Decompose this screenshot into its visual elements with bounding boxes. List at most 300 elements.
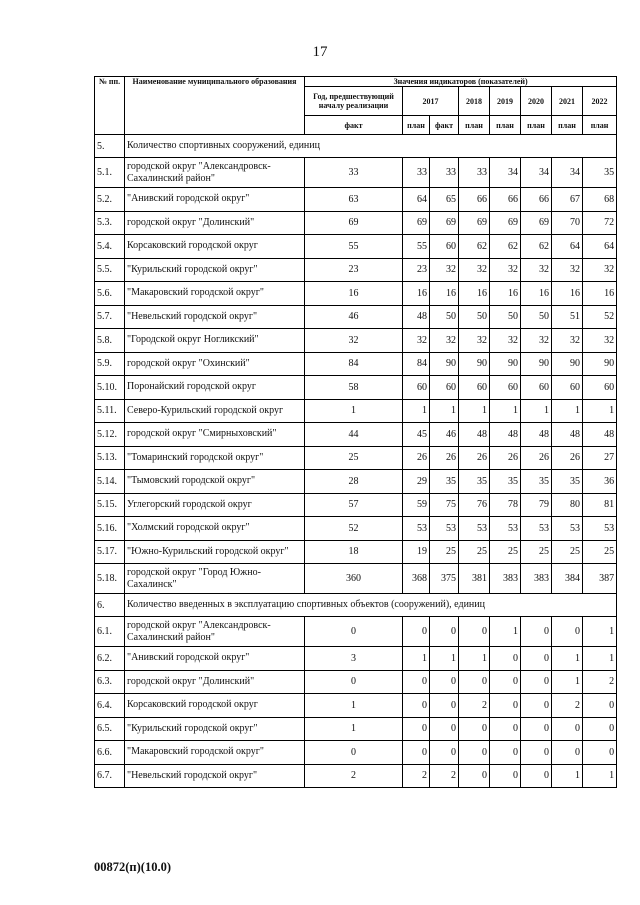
row-number: 5.18.: [95, 564, 125, 594]
value-cell: 1: [552, 764, 583, 788]
value-cell: 25: [583, 540, 617, 564]
value-cell: 387: [583, 564, 617, 594]
value-cell: 0: [521, 647, 552, 671]
header-number: № пп.: [95, 77, 125, 135]
value-cell: 1: [583, 647, 617, 671]
table-row: [95, 764, 617, 788]
row-number: 6.7.: [95, 764, 125, 788]
header-kind: факт: [305, 116, 403, 135]
table-row: [95, 423, 617, 447]
value-cell: 90: [552, 352, 583, 376]
value-cell: 32: [459, 329, 490, 353]
value-cell: 0: [459, 717, 490, 741]
table-row: [95, 446, 617, 470]
header-indicator-values: Значения индикаторов (показателей): [305, 77, 617, 87]
header-municipality: Наименование муниципального образования: [125, 77, 305, 135]
value-cell: 35: [490, 470, 521, 494]
value-cell: 69: [459, 211, 490, 235]
value-cell: 55: [403, 235, 430, 259]
table-row: [95, 399, 617, 423]
value-cell: 384: [552, 564, 583, 594]
value-cell: 34: [490, 158, 521, 188]
value-cell: 76: [459, 493, 490, 517]
value-cell: 0: [583, 717, 617, 741]
value-cell: 360: [305, 564, 403, 594]
municipality-name: "Курильский городской округ": [125, 717, 305, 741]
value-cell: 84: [403, 352, 430, 376]
value-cell: 69: [430, 211, 459, 235]
value-cell: 32: [490, 258, 521, 282]
value-cell: 0: [552, 617, 583, 647]
table-row: [95, 376, 617, 400]
value-cell: 35: [430, 470, 459, 494]
value-cell: 0: [305, 617, 403, 647]
value-cell: 52: [583, 305, 617, 329]
value-cell: 0: [521, 670, 552, 694]
row-number: 5.17.: [95, 540, 125, 564]
table-row: [95, 741, 617, 765]
value-cell: 0: [430, 741, 459, 765]
value-cell: 2: [403, 764, 430, 788]
value-cell: 0: [552, 741, 583, 765]
value-cell: 80: [552, 493, 583, 517]
value-cell: 383: [490, 564, 521, 594]
section-title: Количество спортивных сооружений, единиц: [125, 135, 617, 158]
value-cell: 32: [430, 329, 459, 353]
value-cell: 46: [305, 305, 403, 329]
value-cell: 72: [583, 211, 617, 235]
value-cell: 32: [583, 329, 617, 353]
municipality-name: городской округ "Александровск-Сахалинский район": [125, 617, 305, 647]
row-number: 6.3.: [95, 670, 125, 694]
table-row: [95, 352, 617, 376]
value-cell: 0: [490, 647, 521, 671]
value-cell: 0: [583, 741, 617, 765]
value-cell: 1: [583, 399, 617, 423]
row-number: 5.9.: [95, 352, 125, 376]
table-row: [95, 647, 617, 671]
value-cell: 0: [403, 741, 430, 765]
municipality-name: городской округ "Долинский": [125, 670, 305, 694]
municipality-name: "Холмский городской округ": [125, 517, 305, 541]
value-cell: 81: [583, 493, 617, 517]
value-cell: 33: [305, 158, 403, 188]
value-cell: 50: [459, 305, 490, 329]
row-number: 5.7.: [95, 305, 125, 329]
value-cell: 53: [459, 517, 490, 541]
value-cell: 0: [305, 670, 403, 694]
value-cell: 1: [459, 399, 490, 423]
value-cell: 79: [521, 493, 552, 517]
value-cell: 0: [521, 617, 552, 647]
municipality-name: городской округ "Александровск-Сахалинский район": [125, 158, 305, 188]
municipality-name: Корсаковский городской округ: [125, 694, 305, 718]
value-cell: 0: [459, 670, 490, 694]
value-cell: 1: [305, 399, 403, 423]
document-code: 00872(п)(10.0): [94, 860, 171, 874]
header-kind: план: [521, 116, 552, 135]
value-cell: 55: [305, 235, 403, 259]
value-cell: 28: [305, 470, 403, 494]
value-cell: 53: [521, 517, 552, 541]
value-cell: 23: [305, 258, 403, 282]
value-cell: 90: [490, 352, 521, 376]
row-number: 5.12.: [95, 423, 125, 447]
value-cell: 48: [490, 423, 521, 447]
header-kind: факт: [430, 116, 459, 135]
table-row: [95, 517, 617, 541]
row-number: 6.6.: [95, 741, 125, 765]
value-cell: 0: [459, 764, 490, 788]
value-cell: 66: [521, 188, 552, 212]
row-number: 5.11.: [95, 399, 125, 423]
value-cell: 32: [430, 258, 459, 282]
municipality-name: "Курильский городской округ": [125, 258, 305, 282]
value-cell: 44: [305, 423, 403, 447]
table-row: [95, 540, 617, 564]
value-cell: 64: [403, 188, 430, 212]
value-cell: 60: [459, 376, 490, 400]
header-kind: план: [552, 116, 583, 135]
row-number: 5.1.: [95, 158, 125, 188]
value-cell: 90: [430, 352, 459, 376]
value-cell: 35: [459, 470, 490, 494]
municipality-name: "Невельский городской округ": [125, 305, 305, 329]
value-cell: 368: [403, 564, 430, 594]
value-cell: 1: [403, 647, 430, 671]
value-cell: 32: [521, 258, 552, 282]
value-cell: 26: [521, 446, 552, 470]
table-row: [95, 564, 617, 594]
header-kind: план: [583, 116, 617, 135]
value-cell: 26: [490, 446, 521, 470]
table-row: [95, 617, 617, 647]
section-title: Количество введенных в эксплуатацию спортивных объектов (сооружений), единиц: [125, 594, 617, 617]
row-number: 5.8.: [95, 329, 125, 353]
header-year-2019: 2019: [490, 87, 521, 116]
header-kind: план: [459, 116, 490, 135]
value-cell: 53: [430, 517, 459, 541]
value-cell: 0: [490, 764, 521, 788]
municipality-name: "Томаринский городской округ": [125, 446, 305, 470]
municipality-name: "Тымовский городской округ": [125, 470, 305, 494]
value-cell: 78: [490, 493, 521, 517]
value-cell: 60: [430, 235, 459, 259]
header-year-2020: 2020: [521, 87, 552, 116]
value-cell: 0: [403, 670, 430, 694]
indicators-table: [94, 76, 617, 788]
municipality-name: "Южно-Курильский городской округ": [125, 540, 305, 564]
value-cell: 60: [430, 376, 459, 400]
value-cell: 2: [305, 764, 403, 788]
value-cell: 27: [583, 446, 617, 470]
value-cell: 60: [521, 376, 552, 400]
value-cell: 26: [459, 446, 490, 470]
row-number: 5.4.: [95, 235, 125, 259]
value-cell: 1: [521, 399, 552, 423]
value-cell: 69: [403, 211, 430, 235]
value-cell: 50: [490, 305, 521, 329]
value-cell: 68: [583, 188, 617, 212]
value-cell: 1: [430, 399, 459, 423]
value-cell: 26: [403, 446, 430, 470]
value-cell: 60: [552, 376, 583, 400]
value-cell: 64: [552, 235, 583, 259]
table-row: [95, 670, 617, 694]
value-cell: 16: [583, 282, 617, 306]
value-cell: 0: [430, 717, 459, 741]
value-cell: 45: [403, 423, 430, 447]
value-cell: 36: [583, 470, 617, 494]
row-number: 6.5.: [95, 717, 125, 741]
value-cell: 26: [430, 446, 459, 470]
value-cell: 2: [459, 694, 490, 718]
table-row: [95, 235, 617, 259]
municipality-name: "Городской округ Ногликский": [125, 329, 305, 353]
value-cell: 67: [552, 188, 583, 212]
value-cell: 53: [403, 517, 430, 541]
table-row: [95, 470, 617, 494]
municipality-name: "Невельский городской округ": [125, 764, 305, 788]
value-cell: 35: [583, 158, 617, 188]
value-cell: 50: [430, 305, 459, 329]
value-cell: 0: [403, 617, 430, 647]
value-cell: 62: [459, 235, 490, 259]
table-row: [95, 188, 617, 212]
value-cell: 0: [403, 717, 430, 741]
row-number: 6.1.: [95, 617, 125, 647]
municipality-name: "Анивский городской округ": [125, 647, 305, 671]
value-cell: 1: [583, 617, 617, 647]
row-number: 6.4.: [95, 694, 125, 718]
header-year-2017: 2017: [403, 87, 459, 116]
row-number: 5.14.: [95, 470, 125, 494]
table-row: [95, 694, 617, 718]
value-cell: 70: [552, 211, 583, 235]
section-number: 5.: [95, 135, 125, 158]
value-cell: 375: [430, 564, 459, 594]
value-cell: 75: [430, 493, 459, 517]
value-cell: 53: [552, 517, 583, 541]
value-cell: 0: [521, 764, 552, 788]
value-cell: 29: [403, 470, 430, 494]
value-cell: 25: [430, 540, 459, 564]
value-cell: 1: [552, 399, 583, 423]
value-cell: 0: [430, 694, 459, 718]
value-cell: 2: [583, 670, 617, 694]
value-cell: 25: [490, 540, 521, 564]
value-cell: 51: [552, 305, 583, 329]
municipality-name: Углегорский городской округ: [125, 493, 305, 517]
header-year-2021: 2021: [552, 87, 583, 116]
value-cell: 0: [521, 717, 552, 741]
value-cell: 33: [430, 158, 459, 188]
value-cell: 60: [490, 376, 521, 400]
value-cell: 64: [583, 235, 617, 259]
value-cell: 1: [459, 647, 490, 671]
municipality-name: городской округ "Город Южно-Сахалинск": [125, 564, 305, 594]
municipality-name: "Анивский городской округ": [125, 188, 305, 212]
value-cell: 90: [583, 352, 617, 376]
value-cell: 0: [459, 617, 490, 647]
value-cell: 60: [403, 376, 430, 400]
value-cell: 16: [490, 282, 521, 306]
value-cell: 35: [552, 470, 583, 494]
value-cell: 59: [403, 493, 430, 517]
municipality-name: "Макаровский городской округ": [125, 741, 305, 765]
table-row: [95, 305, 617, 329]
value-cell: 16: [305, 282, 403, 306]
value-cell: 48: [552, 423, 583, 447]
value-cell: 32: [459, 258, 490, 282]
value-cell: 19: [403, 540, 430, 564]
header-year-2022: 2022: [583, 87, 617, 116]
value-cell: 23: [403, 258, 430, 282]
value-cell: 33: [403, 158, 430, 188]
table-row: [95, 211, 617, 235]
value-cell: 48: [459, 423, 490, 447]
table-row: [95, 329, 617, 353]
value-cell: 25: [305, 446, 403, 470]
municipality-name: Северо-Курильский городской округ: [125, 399, 305, 423]
value-cell: 0: [490, 670, 521, 694]
value-cell: 32: [305, 329, 403, 353]
value-cell: 1: [490, 617, 521, 647]
value-cell: 48: [521, 423, 552, 447]
value-cell: 53: [583, 517, 617, 541]
value-cell: 46: [430, 423, 459, 447]
value-cell: 25: [459, 540, 490, 564]
value-cell: 33: [459, 158, 490, 188]
value-cell: 381: [459, 564, 490, 594]
value-cell: 18: [305, 540, 403, 564]
table-row: [95, 158, 617, 188]
value-cell: 1: [583, 764, 617, 788]
municipality-name: "Макаровский городской округ": [125, 282, 305, 306]
value-cell: 3: [305, 647, 403, 671]
municipality-name: городской округ "Долинский": [125, 211, 305, 235]
table-header: [95, 77, 617, 135]
value-cell: 32: [552, 258, 583, 282]
value-cell: 0: [305, 741, 403, 765]
value-cell: 16: [552, 282, 583, 306]
value-cell: 1: [305, 717, 403, 741]
table-row: [95, 258, 617, 282]
value-cell: 90: [459, 352, 490, 376]
table-row: [95, 282, 617, 306]
value-cell: 0: [459, 741, 490, 765]
value-cell: 1: [305, 694, 403, 718]
value-cell: 1: [552, 670, 583, 694]
value-cell: 16: [521, 282, 552, 306]
value-cell: 48: [583, 423, 617, 447]
municipality-name: городской округ "Охинский": [125, 352, 305, 376]
value-cell: 1: [552, 647, 583, 671]
value-cell: 34: [521, 158, 552, 188]
value-cell: 25: [521, 540, 552, 564]
row-number: 5.13.: [95, 446, 125, 470]
value-cell: 25: [552, 540, 583, 564]
value-cell: 26: [552, 446, 583, 470]
value-cell: 16: [403, 282, 430, 306]
value-cell: 34: [552, 158, 583, 188]
municipality-name: городской округ "Смирныховский": [125, 423, 305, 447]
row-number: 5.16.: [95, 517, 125, 541]
value-cell: 52: [305, 517, 403, 541]
value-cell: 0: [521, 741, 552, 765]
value-cell: 32: [490, 329, 521, 353]
value-cell: 2: [430, 764, 459, 788]
value-cell: 58: [305, 376, 403, 400]
row-number: 5.15.: [95, 493, 125, 517]
value-cell: 1: [403, 399, 430, 423]
value-cell: 0: [490, 694, 521, 718]
row-number: 5.10.: [95, 376, 125, 400]
value-cell: 69: [521, 211, 552, 235]
header-year-2018: 2018: [459, 87, 490, 116]
value-cell: 0: [430, 617, 459, 647]
value-cell: 53: [490, 517, 521, 541]
value-cell: 62: [521, 235, 552, 259]
row-number: 5.3.: [95, 211, 125, 235]
value-cell: 66: [490, 188, 521, 212]
municipality-name: Поронайский городской округ: [125, 376, 305, 400]
value-cell: 90: [521, 352, 552, 376]
value-cell: 383: [521, 564, 552, 594]
value-cell: 1: [430, 647, 459, 671]
value-cell: 35: [521, 470, 552, 494]
header-kind: план: [490, 116, 521, 135]
row-number: 5.6.: [95, 282, 125, 306]
header-kind: план: [403, 116, 430, 135]
row-number: 6.2.: [95, 647, 125, 671]
value-cell: 0: [552, 717, 583, 741]
header-base-year: Год, предшествующий началу реализации: [305, 87, 403, 116]
value-cell: 32: [403, 329, 430, 353]
value-cell: 62: [490, 235, 521, 259]
value-cell: 0: [490, 717, 521, 741]
value-cell: 50: [521, 305, 552, 329]
value-cell: 32: [521, 329, 552, 353]
row-number: 5.5.: [95, 258, 125, 282]
value-cell: 65: [430, 188, 459, 212]
value-cell: 66: [459, 188, 490, 212]
value-cell: 32: [583, 258, 617, 282]
value-cell: 2: [552, 694, 583, 718]
value-cell: 0: [403, 694, 430, 718]
value-cell: 0: [583, 694, 617, 718]
value-cell: 0: [521, 694, 552, 718]
value-cell: 0: [430, 670, 459, 694]
value-cell: 84: [305, 352, 403, 376]
value-cell: 48: [403, 305, 430, 329]
value-cell: 63: [305, 188, 403, 212]
value-cell: 16: [459, 282, 490, 306]
section-row: [95, 135, 617, 158]
table-body: [95, 135, 617, 788]
municipality-name: Корсаковский городской округ: [125, 235, 305, 259]
value-cell: 32: [552, 329, 583, 353]
value-cell: 0: [490, 741, 521, 765]
value-cell: 69: [305, 211, 403, 235]
row-number: 5.2.: [95, 188, 125, 212]
section-number: 6.: [95, 594, 125, 617]
table-row: [95, 493, 617, 517]
page-number: 17: [312, 44, 328, 60]
table-row: [95, 717, 617, 741]
value-cell: 16: [430, 282, 459, 306]
section-row: [95, 594, 617, 617]
